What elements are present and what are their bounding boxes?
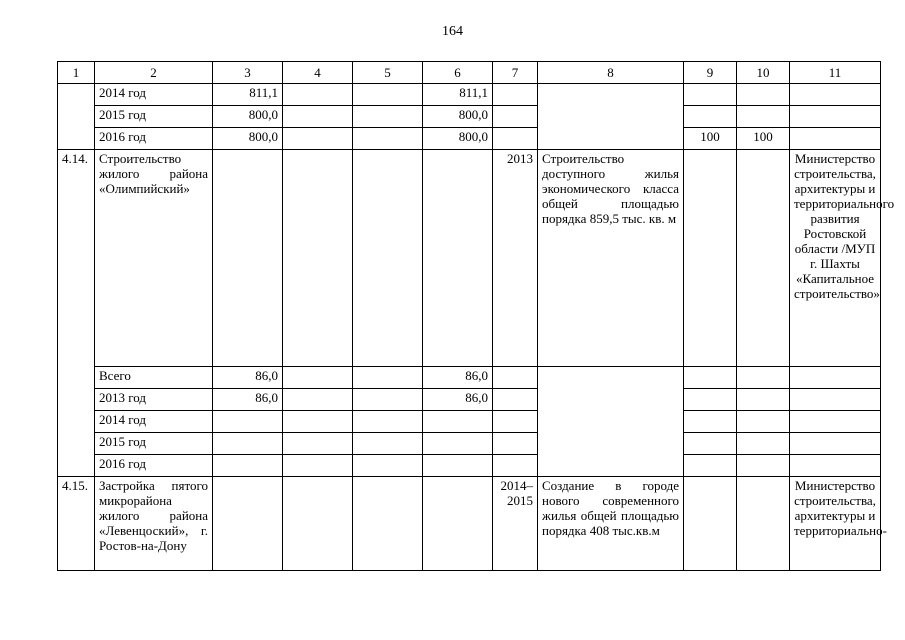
- item-name: Застройка пятого микрорайона жилого района «Левенцоский», г. Ростов-на-Дону: [95, 477, 213, 571]
- value-cell: [737, 106, 790, 128]
- value-cell: 800,0: [423, 106, 493, 128]
- value-cell: [423, 455, 493, 477]
- value-cell: 86,0: [423, 367, 493, 389]
- item-number-cell: [58, 84, 95, 150]
- header-cell: 3: [213, 62, 283, 84]
- value-cell: 100: [737, 128, 790, 150]
- year-label: 2013 год: [95, 389, 213, 411]
- value-cell: [684, 106, 737, 128]
- table-row: [58, 84, 881, 106]
- year-label: 2015 год: [95, 106, 213, 128]
- item-executor: Министерство строительства, архитектуры и территориально-: [790, 477, 881, 571]
- value-cell: [213, 433, 283, 455]
- value-cell: 86,0: [423, 389, 493, 411]
- table-row: [58, 389, 881, 411]
- value-cell: 811,1: [213, 84, 283, 106]
- item-executor: Министерство строительства, архитектуры и территориального развития Ростовской области /МУП г. Шахты «Капитальное строительство»: [790, 150, 881, 367]
- header-cell: 2: [95, 62, 213, 84]
- value-cell: [213, 411, 283, 433]
- value-cell: 800,0: [213, 106, 283, 128]
- header-cell: 8: [538, 62, 684, 84]
- item-number: 4.14.: [58, 150, 95, 477]
- header-cell: 11: [790, 62, 881, 84]
- table-row: [58, 128, 881, 150]
- year-label: 2015 год: [95, 433, 213, 455]
- year-label: 2014 год: [95, 84, 213, 106]
- value-cell: 800,0: [423, 128, 493, 150]
- header-row: [58, 62, 881, 84]
- table-row: [58, 106, 881, 128]
- value-cell: [737, 84, 790, 106]
- year-label: 2014 год: [95, 411, 213, 433]
- header-cell: 5: [353, 62, 423, 84]
- year-label: 2016 год: [95, 128, 213, 150]
- item-name: Строительство жилого района «Олимпийский»: [95, 150, 213, 367]
- header-cell: 4: [283, 62, 353, 84]
- year-label: Всего: [95, 367, 213, 389]
- value-cell: [684, 84, 737, 106]
- page-number: 164: [442, 24, 463, 39]
- item-period: 2014–2015: [493, 477, 538, 571]
- value-cell: [423, 433, 493, 455]
- program-table: [57, 61, 895, 571]
- item-period: 2013: [493, 150, 538, 367]
- item-result: Создание в городе нового современного жилья общей площадью порядка 408 тыс.кв.м: [538, 477, 684, 571]
- header-cell: 6: [423, 62, 493, 84]
- header-cell: 1: [58, 62, 95, 84]
- item-number: 4.15.: [58, 477, 95, 571]
- header-cell: 9: [684, 62, 737, 84]
- value-cell: 100: [684, 128, 737, 150]
- table-row: [58, 367, 881, 389]
- table-row: [58, 411, 881, 433]
- year-label: 2016 год: [95, 455, 213, 477]
- value-cell: [213, 455, 283, 477]
- value-cell: 811,1: [423, 84, 493, 106]
- table-row: [58, 477, 881, 571]
- value-cell: 86,0: [213, 389, 283, 411]
- header-cell: 10: [737, 62, 790, 84]
- item-result: Строительство доступного жилья экономического класса общей площадью порядка 859,5 тыс. кв. м: [538, 150, 684, 367]
- table-row: [58, 455, 881, 477]
- value-cell: 800,0: [213, 128, 283, 150]
- value-cell: 86,0: [213, 367, 283, 389]
- header-cell: 7: [493, 62, 538, 84]
- table-row: [58, 433, 881, 455]
- value-cell: [423, 411, 493, 433]
- table-row: [58, 150, 881, 367]
